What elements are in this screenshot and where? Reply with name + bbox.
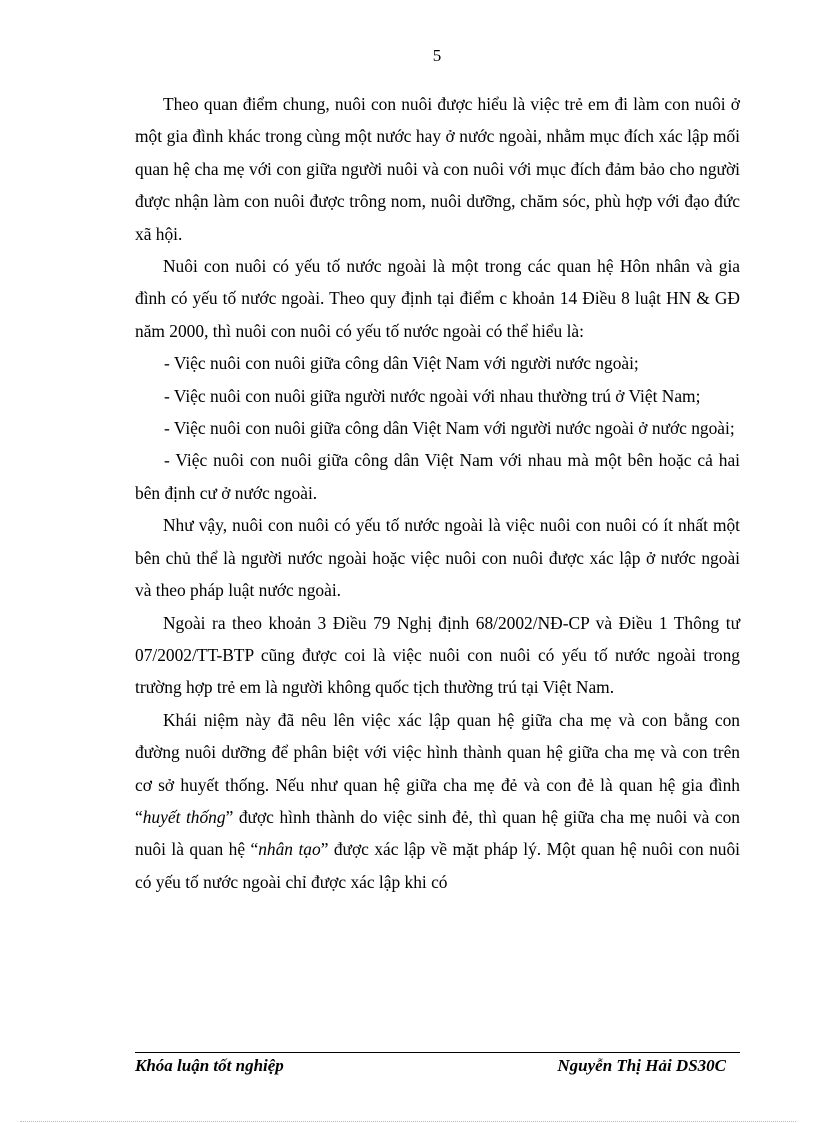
- paragraph-2: Nuôi con nuôi có yếu tố nước ngoài là một trong các quan hệ Hôn nhân và gia đình có yếu tố nước ngoài. Theo quy định tại điểm c khoản 14 Điều 8 luật HN & GĐ năm 2000, thì nuôi con nuôi có yếu tố nước ngoài có thể hiểu là:: [135, 256, 740, 341]
- body-text: [135, 88, 740, 898]
- footer-divider: [135, 1052, 740, 1053]
- list-item-4: - Việc nuôi con nuôi giữa công dân Việt Nam với nhau mà một bên hoặc cả hai bên định cư ở nước ngoài.: [135, 450, 740, 503]
- list-item-3: - Việc nuôi con nuôi giữa công dân Việt Nam với người nước ngoài ở nước ngoài;: [164, 418, 735, 439]
- list-item-1: - Việc nuôi con nuôi giữa công dân Việt Nam với người nước ngoài;: [164, 353, 639, 374]
- paragraph-5-text-1: Khái niệm này đã nêu lên việc xác lập quan hệ giữa cha mẹ và con bằng con đường nuôi dưỡng để phân biệt với việc hình thành quan hệ giữa cha mẹ và con trên cơ sở huyết thống. Nếu như quan hệ giữa cha mẹ đẻ và con đẻ là quan hệ gia đình “: [135, 709, 740, 827]
- list-item-2: - Việc nuôi con nuôi giữa người nước ngoài với nhau thường trú ở Việt Nam;: [164, 385, 701, 406]
- paragraph-5-text-2: ” được hình thành do việc sinh đẻ, thì quan hệ giữa cha mẹ nuôi và con nuôi là quan hệ “: [135, 806, 740, 860]
- paragraph-5-text-3: ” được xác lập về mặt pháp lý. Một quan hệ nuôi con nuôi có yếu tố nước ngoài chỉ được xác lập khi có: [135, 839, 741, 892]
- footer-author: Nguyễn Thị Hải DS30C: [557, 1056, 726, 1075]
- page-edge-divider: [20, 1121, 796, 1122]
- paragraph-4: Ngoài ra theo khoản 3 Điều 79 Nghị định 68/2002/NĐ-CP và Điều 1 Thông tư 07/2002/TT-BTP cũng được coi là việc nuôi con nuôi có yếu tố nước ngoài trong trường hợp trẻ em là người không quốc tịch thường trú tại Việt Nam.: [135, 612, 740, 698]
- paragraph-1: Theo quan điểm chung, nuôi con nuôi được hiểu là việc trẻ em đi làm con nuôi ở một gia đình khác trong cùng một nước hay ở nước ngoài, nhằm mục đích xác lập mối quan hệ cha mẹ với con giữa người nuôi và con nuôi với mục đích đảm bảo cho người được nhận làm con nuôi được trông nom, nuôi dưỡng, chăm sóc, phù hợp với đạo đức xã hội.: [135, 94, 740, 244]
- footer-document-type: Khóa luận tốt nghiệp: [135, 1056, 284, 1075]
- page-number: 5: [432, 46, 442, 65]
- paragraph-5: [135, 704, 740, 898]
- paragraph-3: Như vậy, nuôi con nuôi có yếu tố nước ngoài là việc nuôi con nuôi có ít nhất một bên chủ thể là người nước ngoài hoặc việc nuôi con nuôi được xác lập ở nước ngoài và theo pháp luật nước ngoài.: [135, 515, 740, 601]
- term-huyet-thong: huyết thống: [142, 806, 226, 827]
- term-nhan-tao: nhân tạo: [258, 839, 321, 860]
